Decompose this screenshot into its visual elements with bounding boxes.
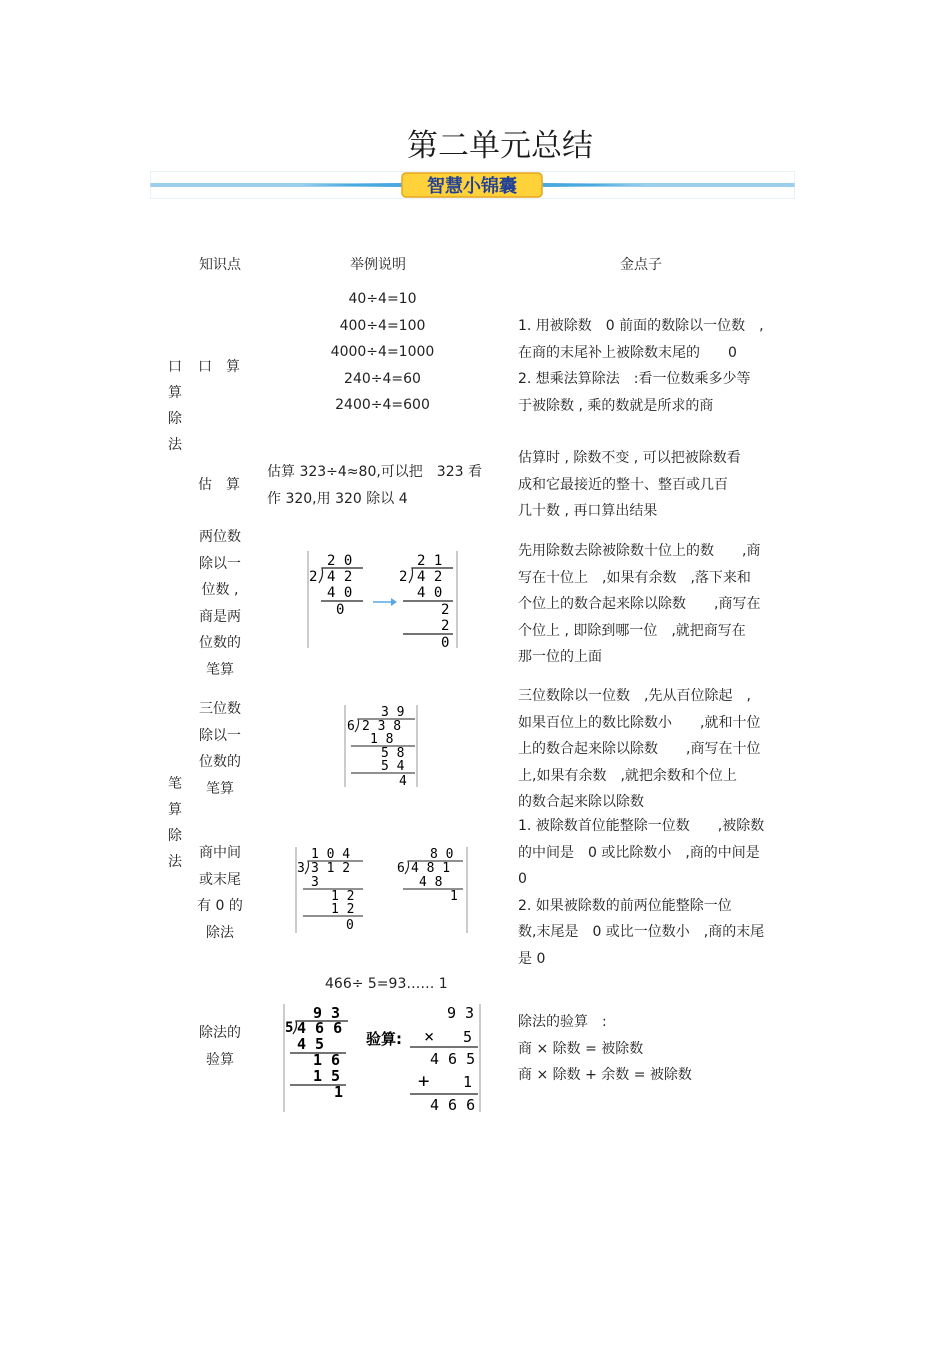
svg-text:9 3: 9 3 [447,1004,475,1022]
svg-text:3: 3 [297,861,305,876]
svg-text:1 5: 1 5 [313,1067,341,1085]
svg-text:2: 2 [441,602,450,618]
header-tips: 金点子 [620,257,662,273]
svg-text:4 8 1: 4 8 1 [411,861,451,876]
row-zero-name: 商中间 或末尾 有 0 的 除法 [197,845,243,941]
row-check-caption: 466÷ 5=93…… 1 [325,976,448,992]
row-two-digit-tips: 先用除数去除被除数十位上的数 ,商 写在十位上 ,如果有余数 ,落下来和 个位上的数合起来除以除数 ,商写在 个位上 , 即除到哪一位 ,就把商写在 那一位的上面 [518,543,761,665]
row-check-tips: 除法的验算 : 商 × 除数 = 被除数 商 × 除数 + 余数 = 被除数 [518,1014,692,1083]
svg-text:2 1: 2 1 [417,553,443,569]
svg-text:3 9: 3 9 [381,705,405,720]
svg-text:1: 1 [450,889,458,904]
two-digit-calculation [305,548,460,650]
svg-text:0: 0 [346,918,354,933]
row-estimate-example: 估算 323÷4≈80,可以把 323 看 作 320,用 320 除以 4 [267,464,482,507]
svg-text:2: 2 [309,569,318,585]
svg-text:4 0: 4 0 [417,585,443,601]
svg-text:5: 5 [463,1028,473,1046]
svg-text:8 0: 8 0 [430,847,454,862]
svg-text:4 6 5: 4 6 5 [430,1050,476,1068]
svg-text:1 0 4: 1 0 4 [311,847,351,862]
svg-text:2: 2 [441,618,450,634]
svg-text:1: 1 [334,1083,344,1101]
svg-text:1 2: 1 2 [331,889,355,904]
svg-text:4 8: 4 8 [419,875,443,890]
row-estimate-tips: 估算时 , 除数不变 , 可以把被除数看 成和它最接近的整十、整百或几百 几十数 , 再口算出结果 [518,450,741,519]
svg-text:4 2: 4 2 [327,569,353,585]
svg-text:2 3 8: 2 3 8 [362,719,402,734]
svg-text:3 1 2: 3 1 2 [311,861,351,876]
svg-text:3: 3 [311,875,319,890]
row-oral-examples: 40÷4=10 400÷4=100 4000÷4=1000 240÷4=60 2400÷4=600 [330,291,435,413]
svg-text:验算:: 验算: [366,1030,402,1048]
group-written: 笔算除法 [168,776,182,870]
svg-text:2: 2 [399,569,408,585]
row-zero-tips: 1. 被除数首位能整除一位数 ,被除数 的中间是 0 或比除数小 ,商的中间是 0 2. 如果被除数的前两位能整除一位 数,末尾是 0 或比一位数小 ,商的末尾 是 0 [518,818,765,967]
svg-text:0: 0 [336,602,345,618]
svg-text:4 6 6: 4 6 6 [430,1096,476,1114]
row-two-digit-name: 两位数 除以一 位数 , 商是两 位数的 笔算 [199,529,241,678]
svg-text:1 8: 1 8 [370,732,394,747]
svg-text:4 0: 4 0 [327,585,353,601]
header-knowledge: 知识点 [199,257,241,273]
svg-text:×: × [424,1027,435,1047]
svg-text:1 2: 1 2 [331,902,355,917]
three-digit-calculation [343,703,419,789]
svg-text:5 4: 5 4 [381,759,405,774]
svg-text:9 3: 9 3 [313,1004,341,1022]
svg-text:4 5: 4 5 [297,1035,325,1053]
row-estimate-name: 估 算 [198,477,240,493]
banner [150,171,795,199]
header-example: 举例说明 [350,257,406,273]
page-title: 第二单元总结 [407,128,593,164]
svg-text:5: 5 [285,1020,294,1036]
row-oral-tips: 1. 用被除数 0 前面的数除以一位数 , 在商的末尾补上被除数末尾的 0 2. 想乘法算除法 :看一位数乘多少等 于被除数 , 乘的数就是所求的商 [518,318,764,414]
svg-text:4 2: 4 2 [417,569,443,585]
svg-text:6: 6 [397,861,405,876]
svg-text:2 0: 2 0 [327,553,353,569]
zero-quotient-calculation [293,845,469,935]
svg-text:+: + [418,1070,430,1092]
svg-text:0: 0 [441,635,450,650]
group-oral: 口算除法 [168,359,182,453]
svg-text:1: 1 [463,1073,473,1091]
row-three-digit-name: 三位数 除以一 位数的 笔算 [199,701,241,797]
banner-label: 智慧小锦囊 [427,176,517,197]
svg-text:4 6 6: 4 6 6 [297,1019,343,1037]
row-check-name: 除法的 验算 [199,1025,241,1068]
row-three-digit-tips: 三位数除以一位数 ,先从百位除起 , 如果百位上的数比除数小 ,就和十位 上的数合起来除以除数 ,商写在十位 上,如果有余数 ,就把余数和个位上 的数合起来除以除数 [518,688,761,810]
svg-text:6: 6 [347,719,355,734]
svg-text:5 8: 5 8 [381,746,405,761]
check-calculation [282,1002,482,1114]
row-oral-name: 口 算 [198,359,240,375]
svg-text:4: 4 [399,774,407,789]
svg-text:1 6: 1 6 [313,1051,341,1069]
